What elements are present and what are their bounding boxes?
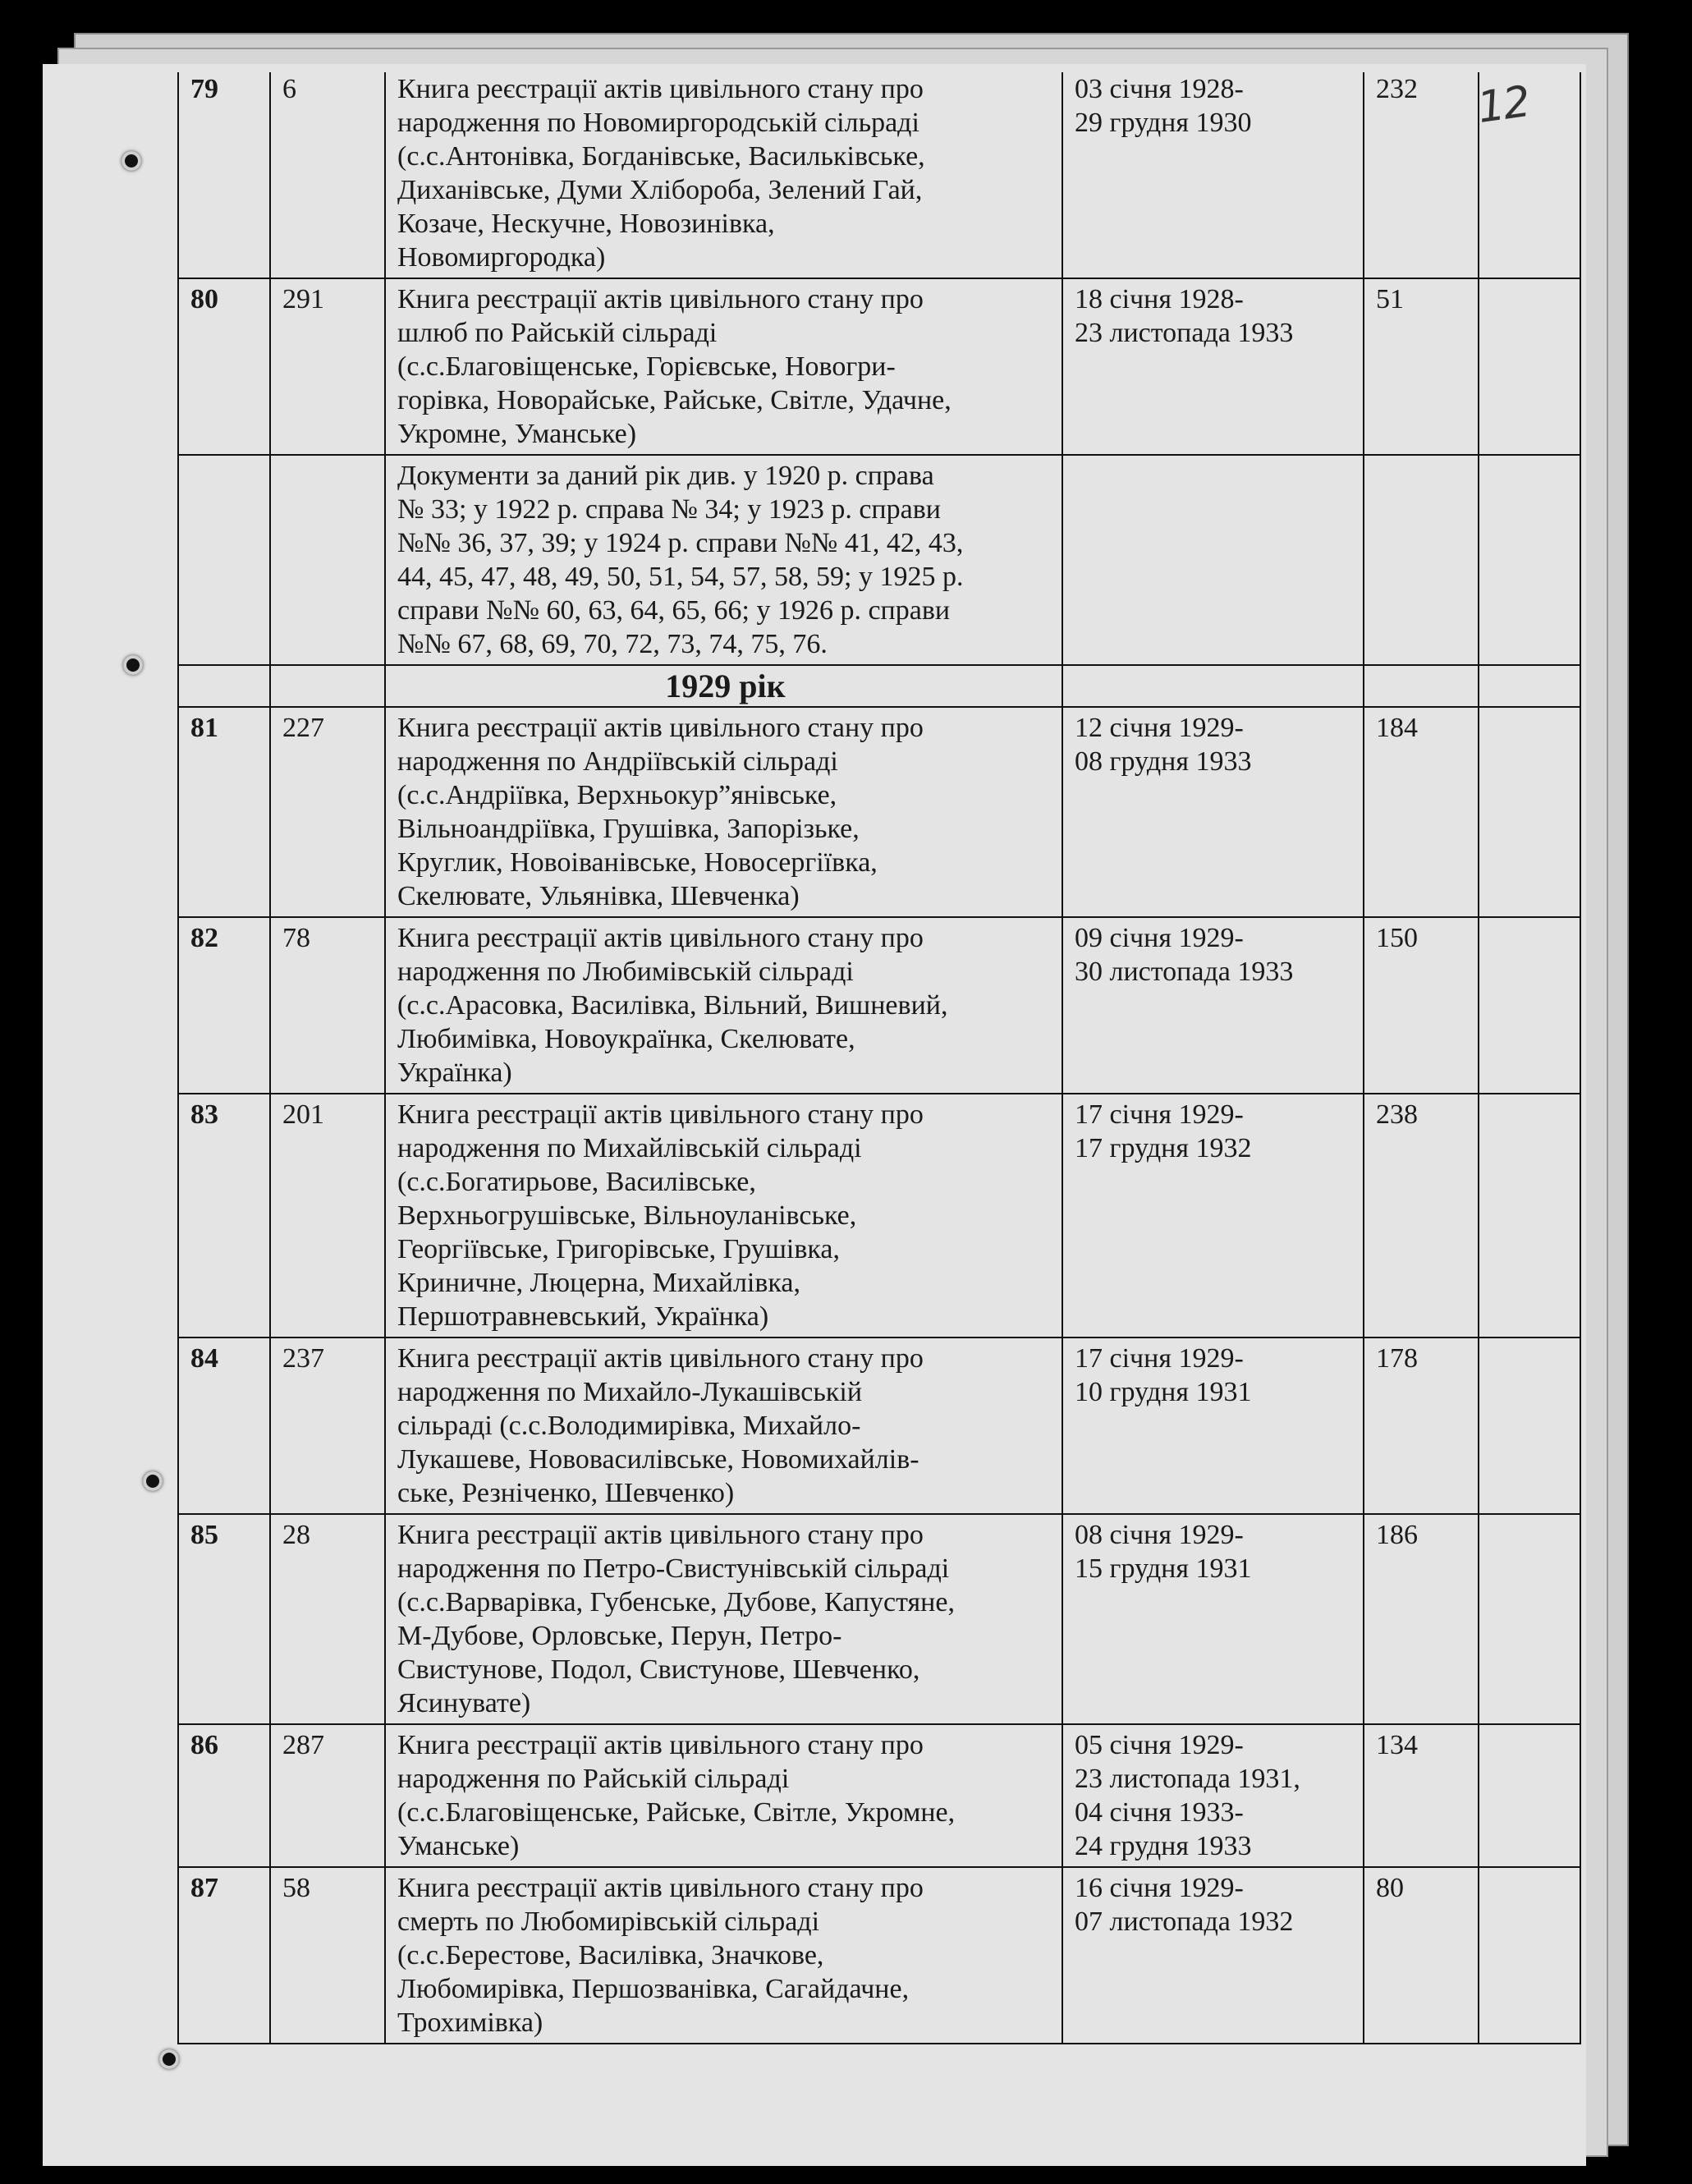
sheet-count: 238 <box>1364 1094 1479 1337</box>
record-dates: 08 січня 1929- 15 грудня 1931 <box>1062 1514 1364 1724</box>
note-cell <box>1479 1094 1580 1337</box>
table-row <box>178 707 1580 917</box>
record-dates <box>1062 455 1364 665</box>
fund-number: 291 <box>270 278 385 455</box>
record-dates: 03 січня 1928- 29 грудня 1930 <box>1062 72 1364 278</box>
register-table <box>177 72 1581 2044</box>
record-title: Книга реєстрації актів цивільного стану про народження по Петро-Свистунівській сільраді (с.с.Варварівка, Губенське, Дубове, Капустяне, М-Дубове, Орловське, Перун, Петро- Свистунове, Подол, Свистунове, Шевченко, Ясинувате) <box>385 1514 1062 1724</box>
record-dates: 17 січня 1929- 10 грудня 1931 <box>1062 1337 1364 1514</box>
fund-number: 201 <box>270 1094 385 1337</box>
table-row <box>178 917 1580 1094</box>
record-title: Книга реєстрації актів цивільного стану про шлюб по Райській сільраді (с.с.Благовіщенське, Горієвське, Новогри- горівка, Новорайське, Райське, Світле, Удачне, Укромне, Уманське) <box>385 278 1062 455</box>
row-number: 85 <box>178 1514 270 1724</box>
sheet-count: 134 <box>1364 1724 1479 1867</box>
note-cell <box>1479 1867 1580 2044</box>
record-dates: 05 січня 1929- 23 листопада 1931, 04 січня 1933- 24 грудня 1933 <box>1062 1724 1364 1867</box>
fund-number: 227 <box>270 707 385 917</box>
record-dates: 18 січня 1928- 23 листопада 1933 <box>1062 278 1364 455</box>
record-title: Книга реєстрації актів цивільного стану про народження по Андріївській сільраді (с.с.Андріївка, Верхньокур”янівське, Вільноандріївка, Грушівка, Запорізьке, Круглик, Новоіванівське, Новосергіївка, Скелювате, Ульянівка, Шевченка) <box>385 707 1062 917</box>
record-dates: 12 січня 1929- 08 грудня 1933 <box>1062 707 1364 917</box>
year-heading: 1929 рік <box>385 665 1062 707</box>
record-title: Книга реєстрації актів цивільного стану про народження по Новомиргородській сільраді (с.с.Антонівка, Богданівське, Васильківське, Диханівське, Думи Хлібороба, Зелений Гай, Козаче, Нескучне, Новозинівка, Новомиргородка) <box>385 72 1062 278</box>
note-cell <box>1479 1337 1580 1514</box>
record-dates: 17 січня 1929- 17 грудня 1932 <box>1062 1094 1364 1337</box>
fund-number: 287 <box>270 1724 385 1867</box>
row-number: 84 <box>178 1337 270 1514</box>
fund-number: 6 <box>270 72 385 278</box>
fund-number: 28 <box>270 1514 385 1724</box>
table-row <box>178 72 1580 278</box>
sheet-count: 186 <box>1364 1514 1479 1724</box>
fund-number: 58 <box>270 1867 385 2044</box>
record-dates: 16 січня 1929- 07 листопада 1932 <box>1062 1867 1364 2044</box>
cross-reference-note: Документи за даний рік див. у 1920 р. справа № 33; у 1922 р. справа № 34; у 1923 р. справи №№ 36, 37, 39; у 1924 р. справи №№ 41, 42, 43, 44, 45, 47, 48, 49, 50, 51, 54, 57, 58, 59; у 1925 р. справи №№ 60, 63, 64, 65, 66; у 1926 р. справи №№ 67, 68, 69, 70, 72, 73, 74, 75, 76. <box>385 455 1062 665</box>
fund-number: 78 <box>270 917 385 1094</box>
note-cell <box>1479 455 1580 665</box>
sheet-count: 178 <box>1364 1337 1479 1514</box>
fund-number: 237 <box>270 1337 385 1514</box>
row-number: 81 <box>178 707 270 917</box>
note-cell <box>1479 72 1580 278</box>
note-cell <box>1479 707 1580 917</box>
binder-hole <box>143 1471 163 1491</box>
row-number: 82 <box>178 917 270 1094</box>
document-page <box>43 64 1586 2166</box>
sheet-count: 232 <box>1364 72 1479 278</box>
row-number: 87 <box>178 1867 270 2044</box>
row-number: 79 <box>178 72 270 278</box>
note-cell <box>1479 278 1580 455</box>
record-dates: 09 січня 1929- 30 листопада 1933 <box>1062 917 1364 1094</box>
record-title: Книга реєстрації актів цивільного стану про народження по Райській сільраді (с.с.Благовіщенське, Райське, Світле, Укромне, Уманське) <box>385 1724 1062 1867</box>
row-number: 80 <box>178 278 270 455</box>
note-cell <box>1479 917 1580 1094</box>
note-cell <box>1479 1724 1580 1867</box>
table-row <box>178 1724 1580 1867</box>
sheet-count: 150 <box>1364 917 1479 1094</box>
binder-hole <box>159 2049 179 2069</box>
note-cell <box>1479 1514 1580 1724</box>
row-number: 83 <box>178 1094 270 1337</box>
record-title: Книга реєстрації актів цивільного стану про смерть по Любомирівській сільраді (с.с.Берестове, Василівка, Значкове, Любомирівка, Першозванівка, Сагайдачне, Трохимівка) <box>385 1867 1062 2044</box>
row-number <box>178 455 270 665</box>
table-row <box>178 1337 1580 1514</box>
sheet-count: 80 <box>1364 1867 1479 2044</box>
record-title: Книга реєстрації актів цивільного стану про народження по Михайлівській сільраді (с.с.Богатирьове, Василівське, Верхньогрушівське, Вільноуланівське, Георгіївське, Григорівське, Грушівка, Криничне, Люцерна, Михайлівка, Першотравневський, Українка) <box>385 1094 1062 1337</box>
fund-number <box>270 455 385 665</box>
page-number: 12 <box>1474 76 1533 134</box>
table-row <box>178 1867 1580 2044</box>
binder-hole <box>123 655 143 675</box>
table-row <box>178 278 1580 455</box>
year-heading-row <box>178 665 1580 707</box>
record-title: Книга реєстрації актів цивільного стану про народження по Михайло-Лукашівській сільраді (с.с.Володимирівка, Михайло- Лукашеве, Нововасилівське, Новомихайлів- ське, Резніченко, Шевченко) <box>385 1337 1062 1514</box>
table-row <box>178 1514 1580 1724</box>
row-number: 86 <box>178 1724 270 1867</box>
record-title: Книга реєстрації актів цивільного стану про народження по Любимівській сільраді (с.с.Арасовка, Василівка, Вільний, Вишневий, Любимівка, Новоукраїнка, Скелювате, Українка) <box>385 917 1062 1094</box>
sheet-count <box>1364 455 1479 665</box>
binder-hole <box>122 151 141 171</box>
sheet-count: 184 <box>1364 707 1479 917</box>
sheet-count: 51 <box>1364 278 1479 455</box>
table-row <box>178 455 1580 665</box>
table-row <box>178 1094 1580 1337</box>
